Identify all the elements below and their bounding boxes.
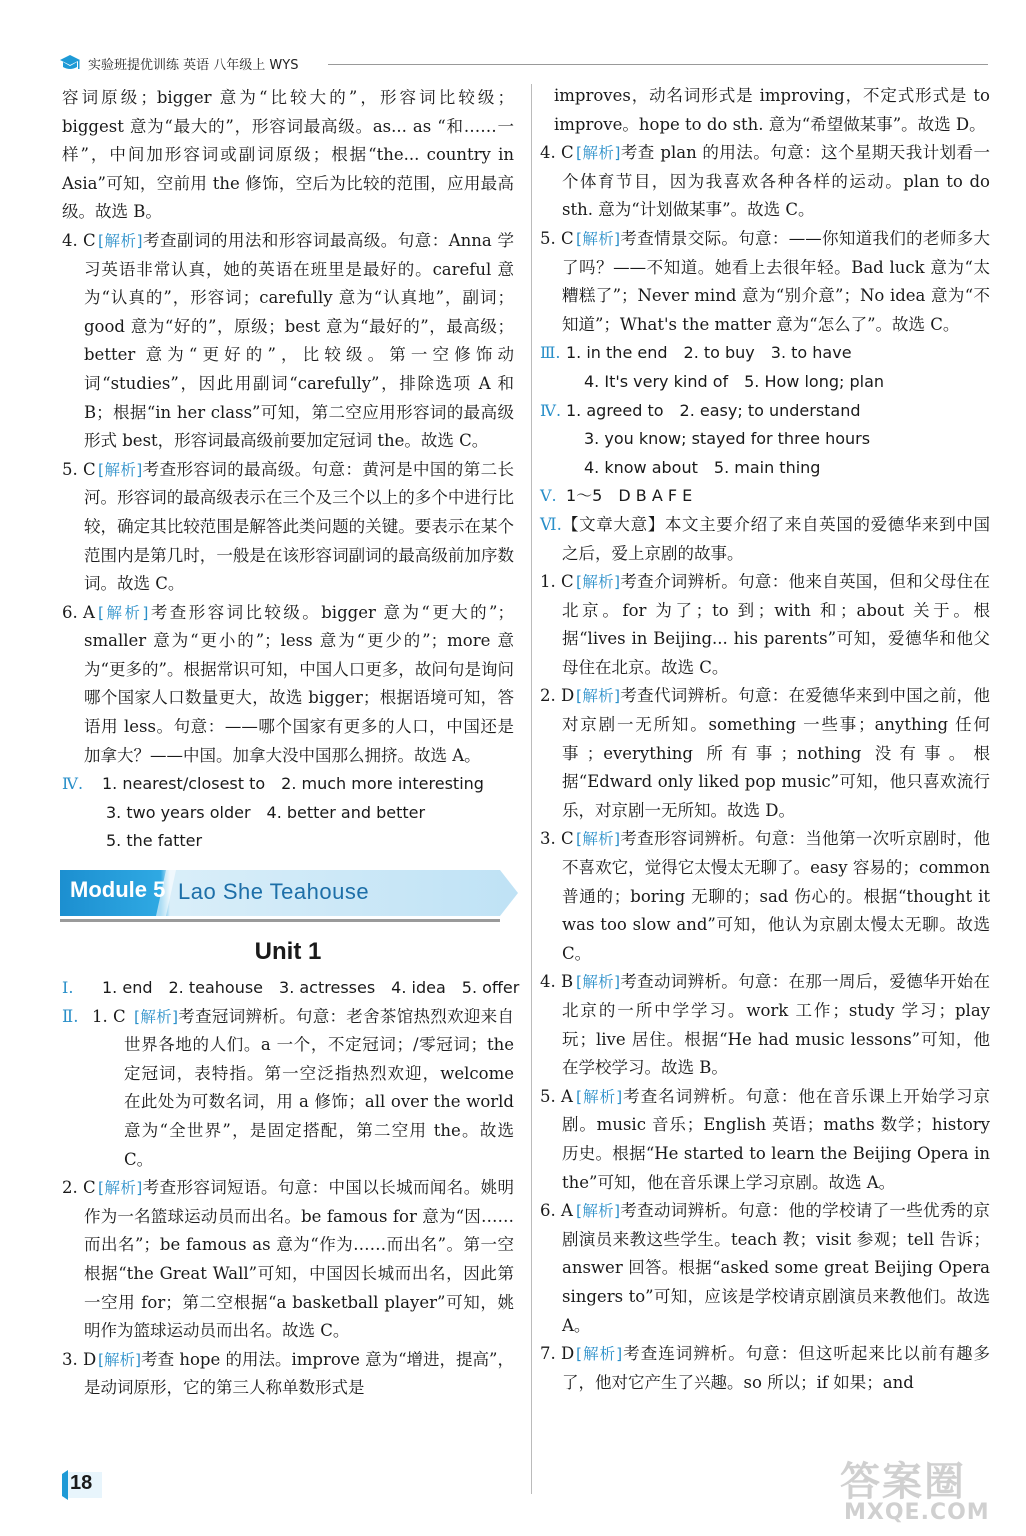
header-title: 实验班提优训练 英语 八年级上 WYS	[88, 58, 299, 73]
analysis-tag: [解析]	[576, 830, 621, 849]
item-text: 考查介词辨析。句意：他来自英国，但和父母住在北京。for 为了；to 到；with 和；about 关于。根据“lives in Beijing... his parents”可知，爱德华和他父母住在北京。故选 C。	[562, 572, 990, 677]
section-4-answers	[62, 770, 514, 856]
left-column	[62, 84, 520, 1403]
answer-line: 3. you know; stayed for three hours	[584, 429, 871, 449]
summary-tag: 【文章大意】	[562, 514, 665, 534]
item-text: 考查动词辨析。句意：在那一周后，爱德华开始在北京的一所中学学习。work 工作；study 学习；play 玩；live 居住。根据“He had music lessons”可知，他在学校学习。故选 B。	[562, 972, 990, 1078]
section-4-answers	[540, 397, 990, 483]
item-text: 考查 plan 的用法。句意：这个星期天我计划看一个体育节目，因为我喜欢各种各样的运动。plan to do sth. 意为“计划做某事”。故选 C。	[562, 143, 990, 220]
answer-item	[540, 1340, 990, 1397]
answer-item	[62, 227, 514, 456]
page-number: 18	[70, 1472, 93, 1494]
item-number: 6. A	[62, 602, 95, 622]
unit-title: Unit 1	[254, 938, 322, 966]
analysis-tag: [解析]	[576, 1202, 621, 1221]
column-divider	[531, 84, 532, 1494]
answer-item	[540, 568, 990, 682]
item-text: 考查 hope 的用法。improve 意为“增进，提高”，是动词原形，它的第三人称单数形式是	[84, 1349, 514, 1398]
header-rule	[328, 64, 988, 65]
section-5-answers	[540, 482, 990, 511]
analysis-tag: [解析]	[98, 460, 143, 479]
watermark-text: 答案圈	[840, 1459, 966, 1505]
answer-item	[540, 682, 990, 825]
analysis-tag: [解析]	[576, 1087, 623, 1106]
analysis-tag: [解析]	[576, 1345, 623, 1364]
watermark	[840, 1450, 1010, 1530]
answer-line: 1. in the end 2. to buy 3. to have	[566, 343, 852, 363]
answer-line: 4. It's very kind of 5. How long; plan	[584, 371, 885, 391]
module-banner	[60, 866, 522, 924]
item-text: 考查动词辨析。句意：他的学校请了一些优秀的京剧演员来教这些学生。teach 教；visit 参观；tell 告诉；answer 回答。根据“asked some great Beijing Opera singers to”可知，应该是学校请京剧演员来教他们。故选 A。	[562, 1201, 990, 1335]
continued-text: improves，动名词形式是 improving，不定式形式是 to improve。hope to do sth. 意为“希望做某事”。故选 D。	[554, 86, 990, 134]
section-numeral: Ⅰ.	[62, 978, 74, 998]
answer-line: 5. the fatter	[106, 831, 203, 851]
item-text: 考查形容词辨析。句意：当他第一次听京剧时，他不喜欢它，觉得它太慢太无聊了。easy 容易的；common 普通的；boring 无聊的；sad 伤心的。根据“thought it was too slow and”可知，他认为京剧太慢太无聊。故选 C。	[562, 829, 990, 963]
answer-item	[540, 968, 990, 1082]
section-6-summary	[540, 511, 990, 568]
item-text: 考查连词辨析。句意：但这听起来比以前有趣多了，他对它产生了兴趣。so 所以；if 如果；and	[562, 1344, 990, 1392]
module-name: Lao She Teahouse	[178, 879, 370, 905]
answer-item	[62, 1346, 514, 1403]
section-3-answers	[540, 339, 990, 396]
right-column	[540, 82, 990, 1397]
analysis-tag: [解析]	[576, 229, 621, 248]
summary-text: 本文主要介绍了来自英国的爱德华来到中国之后，爱上京剧的故事。	[562, 514, 991, 563]
item-number: 4. B	[540, 972, 574, 992]
analysis-tag: [解析]	[98, 231, 143, 250]
item-number: 2. D	[540, 686, 575, 706]
item-text: 考查情景交际。句意：——你知道我们的老师多大了吗？——不知道。她看上去很年轻。Bad luck 意为“太糟糕了”；Never mind 意为“别介意”；No idea 意为“不知道”；What's the matter 意为“怎么了”。故选 C。	[562, 228, 990, 334]
item-number: 4. C	[540, 143, 574, 163]
section-numeral: Ⅴ.	[540, 486, 557, 506]
answer-item	[62, 456, 514, 599]
item-number: 2. C	[62, 1178, 96, 1198]
analysis-tag: [解析]	[576, 973, 621, 992]
answer-item	[540, 1197, 990, 1340]
item-text: 考查副词的用法和形容词最高级。句意：Anna 学习英语非常认真，她的英语在班里是最好的。careful 意为“认真的”，形容词；carefully 意为“认真地”，副词；good 意为“好的”，原级；best 意为“最好的”，最高级；better 意为“更好的”，比较级。第一空修饰动词“studies”，因此用副词“carefully”，排除选项 A 和 B；根据“in her class”可知，第二空应用形容词的最高级形式 best，形容词最高级前要加定冠词 the。故选 C。	[84, 230, 514, 451]
answer-line: 1～5 D B A F E	[566, 486, 693, 506]
module-label: Module 5	[70, 877, 166, 903]
answer-item	[62, 1174, 514, 1346]
item-number: 5. C	[62, 459, 96, 479]
answer-item	[540, 825, 990, 968]
analysis-tag: [解析]	[98, 603, 149, 622]
item-text: 考查形容词短语。句意：中国以长城而闻名。姚明作为一名篮球运动员而出名。be famous for 意为“因……而出名”；be famous as 意为“作为……而出名”。第一空根据“the Great Wall”可知，中国因长城而出名，因此第一空用 for；第二空根据“a basketball player”可知，姚明作为篮球运动员而出名。故选 C。	[84, 1178, 514, 1341]
answer-line: 1. agreed to 2. easy; to understand	[566, 400, 861, 420]
analysis-tag: [解析]	[98, 1350, 142, 1369]
item-number: 3. D	[62, 1349, 97, 1369]
item-number: 1. C	[92, 1006, 126, 1026]
section-2-answers	[62, 1003, 514, 1403]
analysis-tag: [解析]	[98, 1179, 143, 1198]
section-numeral: Ⅲ.	[540, 343, 561, 363]
item-number: 1. C	[540, 572, 574, 592]
watermark-url: MXQE.COM	[844, 1500, 990, 1525]
answer-line: 1. end 2. teahouse 3. actresses 4. idea 5. offer	[102, 978, 520, 998]
item-number: 4. C	[62, 230, 96, 250]
item-number: 3. C	[540, 829, 574, 849]
section-numeral: Ⅱ.	[62, 1006, 79, 1026]
page-header	[58, 50, 988, 78]
answer-line: 3. two years older 4. better and better	[106, 802, 426, 822]
analysis-tag: [解析]	[576, 573, 621, 592]
section-numeral: Ⅳ.	[62, 774, 84, 794]
section-numeral: Ⅳ.	[540, 400, 562, 420]
analysis-tag: [解析]	[576, 144, 621, 163]
item-number: 6. A	[540, 1201, 573, 1221]
analysis-tag: [解析]	[576, 687, 621, 706]
answer-item	[540, 225, 990, 339]
page-number-badge	[58, 1470, 104, 1500]
item-number: 5. C	[540, 228, 574, 248]
analysis-tag: [解析]	[134, 1007, 178, 1026]
answer-item	[62, 1003, 514, 1175]
answer-line: 1. nearest/closest to 2. much more interesting	[102, 774, 484, 794]
section-1-answers	[62, 974, 520, 1003]
continued-text: 容词原级；bigger 意为“比较大的”，形容词比较级；biggest 意为“最大的”，形容词最高级。as... as “和……一样”，中间加形容词或副词原级；根据“the... country in Asia”可知，空前用 the 修饰，空后为比较的范围，应用最高级。故选 B。	[62, 88, 514, 222]
item-text: 考查形容词的最高级。句意：黄河是中国的第二长河。形容词的最高级表示在三个及三个以上的多个中进行比较，确定其比较范围是解答此类问题的关键。要表示在某个范围内是第几时，一般是在该形容词副词的最高级前加序数词。故选 C。	[84, 459, 514, 594]
answer-item	[62, 599, 514, 771]
item-text: 考查冠词辨析。句意：老舍茶馆热烈欢迎来自世界各地的人们。a 一个，不定冠词；/零冠词；the 定冠词，表特指。第一空泛指热烈欢迎，welcome 在此处为可数名词，用 a 修饰；all over the world 意为“全世界”，是固定搭配，第二空用 the。故选 C。	[124, 1006, 514, 1169]
section-numeral: Ⅵ.	[540, 514, 562, 534]
item-number: 7. D	[540, 1344, 575, 1364]
item-text: 考查名词辨析。句意：他在音乐课上开始学习京剧。music 音乐；English 英语；maths 数学；history 历史。根据“He started to learn the Beijing Opera in the”可知，他在音乐课上学习京剧。故选 A。	[562, 1086, 990, 1192]
answer-item	[540, 1083, 990, 1197]
answer-item	[540, 139, 990, 225]
answer-line: 4. know about 5. main thing	[584, 457, 821, 477]
book-logo-icon	[58, 52, 82, 72]
item-number: 5. A	[540, 1086, 573, 1106]
item-text: 考查形容词比较级。bigger 意为“更大的”；smaller 意为“更小的”；less 意为“更少的”；more 意为“更多的”。根据常识可知，中国人口更多，故问句是询问哪个国家人口数量更大，故选 bigger；根据语境可知，答语用 less。句意：——哪个国家有更多的人口，中国还是加拿大？——中国。加拿大没中国那么拥挤。故选 A。	[84, 602, 514, 765]
item-text: 考查代词辨析。句意：在爱德华来到中国之前，他对京剧一无所知。something 一些事；anything 任何事；everything 所有事；nothing 没有事。根据“Edward only liked pop music”可知，他只喜欢流行乐，对京剧一无所知。故选 D。	[562, 686, 990, 820]
